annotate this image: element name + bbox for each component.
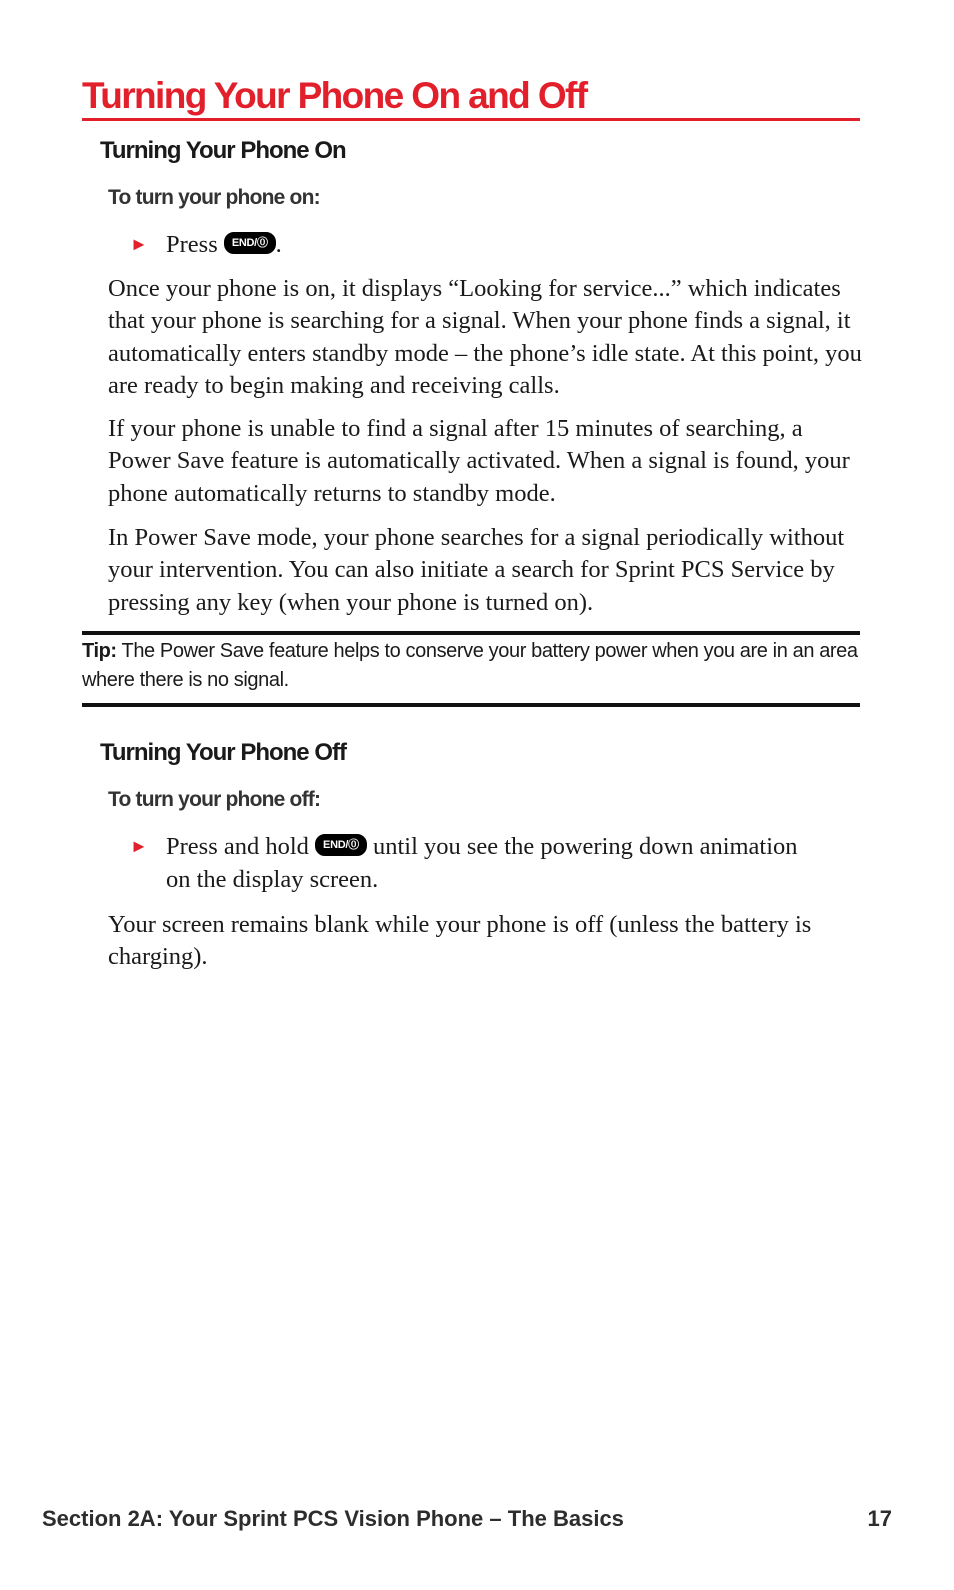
heading-turning-off: Turning Your Phone Off	[100, 739, 346, 766]
tip-bottom-rule	[82, 703, 860, 707]
paragraph-screen-blank: Your screen remains blank while your phone is off (unless the battery is charging).	[108, 911, 812, 971]
footer-section-title: Section 2A: Your Sprint PCS Vision Phone – The Basics	[42, 1506, 624, 1531]
triangle-arrow-icon: ►	[130, 836, 148, 856]
page-title: Turning Your Phone On and Off	[82, 75, 587, 116]
page-number: 17	[867, 1506, 892, 1531]
triangle-arrow-icon: ►	[130, 234, 148, 254]
end-power-key-icon: END/⓪	[315, 834, 367, 856]
step-turn-on	[130, 228, 850, 261]
title-underline	[82, 118, 860, 121]
tip-top-rule	[82, 631, 860, 635]
page-footer	[42, 1503, 892, 1535]
step-turn-off	[130, 830, 850, 896]
step-turn-on-prefix: Press	[166, 231, 218, 258]
step-turn-on-suffix: .	[275, 231, 282, 258]
step-turn-off-text	[166, 830, 826, 896]
tip-label: Tip:	[82, 640, 117, 662]
subheading-turn-off: To turn your phone off:	[108, 788, 321, 811]
paragraph-power-save-activation: If your phone is unable to find a signal after 15 minutes of searching, a Power Save feature is automatically activated. When a signal is found, your phone automatically returns to standby mode.	[108, 415, 850, 507]
paragraph-power-save-mode: In Power Save mode, your phone searches for a signal periodically without your intervention. You can also initiate a search for Sprint PCS Service by pressing any key (when your phone is turned on).	[108, 524, 845, 616]
end-power-key-icon: END/⓪	[224, 232, 276, 254]
paragraph-looking-for-service: Once your phone is on, it displays “Looking for service...” which indicates that your phone is searching for a signal. When your phone finds a signal, it automatically enters standby mode – the phone’s idle state. At this point, you are ready to begin making and receiving calls.	[108, 275, 862, 399]
tip-text: The Power Save feature helps to conserve your battery power when you are in an area where there is no signal.	[82, 640, 858, 691]
step-turn-off-prefix: Press and hold	[166, 833, 309, 860]
heading-turning-on: Turning Your Phone On	[100, 137, 346, 164]
subheading-turn-on: To turn your phone on:	[108, 186, 320, 209]
step-turn-on-text	[166, 228, 826, 261]
step-turn-off-suffix: until you see the powering down animation on the display screen.	[166, 833, 798, 893]
tip-note	[82, 637, 860, 695]
